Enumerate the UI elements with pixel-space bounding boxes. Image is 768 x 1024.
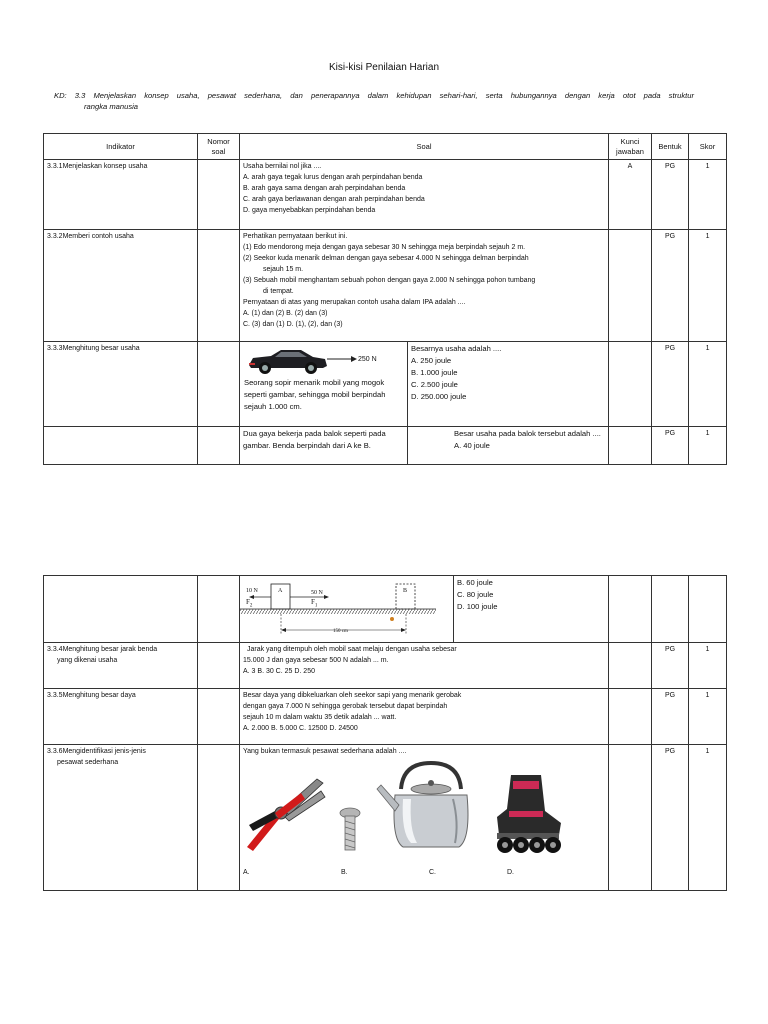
question-stem: Seorang sopir menarik mobil yang mogok seperti gambar, sehingga mobil berpindah sejauh 1.000 cm. [244,378,386,411]
soal-cell [240,689,609,745]
option-c: C. arah gaya berlawanan dengan arah perpindahan benda [243,196,425,203]
nomor-cell [198,745,240,891]
soal-cell [240,230,609,342]
indikator-line-1: 3.3.6Mengidentifikasi jenis-jenis [47,748,146,755]
block-force-diagram [240,576,453,642]
kettle-image [373,759,479,855]
bentuk-cell: PG [652,342,689,427]
bentuk-cell: PG [652,643,689,689]
option-b: B. arah gaya sama dengan arah perpindahan benda [243,185,406,192]
block-a-label: A [278,588,283,594]
block-b-label: B [403,588,408,594]
assessment-table-part-2 [43,575,727,891]
table-row [44,342,727,427]
indikator-cell [44,576,198,643]
skor-cell: 1 [689,689,727,745]
f1-subscript: 1 [314,603,318,609]
question-text: Besarnya usaha adalah .... [411,344,502,353]
table-row [44,745,727,891]
bentuk-cell: PG [652,427,689,465]
option-a: A. 40 joule [454,441,490,450]
f2-symbol: F [246,598,250,606]
statement-2: (2) Seekor kuda menarik delman dengan gaya sebesar 4.000 N sehingga delman berpindah [243,255,529,262]
soal-cell [240,745,609,891]
nomor-cell [198,160,240,230]
bentuk-cell: PG [652,230,689,342]
kunci-cell [609,230,652,342]
f1-label [311,597,317,611]
label-a: A. [243,869,250,876]
skor-cell: 1 [689,643,727,689]
option-b: B. 1.000 joule [411,368,458,377]
skor-cell: 1 [689,427,727,465]
header-indikator: Indikator [44,134,198,160]
f2-subscript: 2 [249,603,253,609]
header-row [44,134,727,160]
kunci-cell [609,576,652,643]
f1-value: 50 N [311,590,323,596]
car-image [245,345,329,375]
soal-cell [240,643,609,689]
statement-3: (3) Sebuah mobil menghantam sebuah pohon dengan gaya 2.000 N sehingga pohon tumbang [243,277,536,284]
header-skor: Skor [689,134,727,160]
question-line-2: dengan gaya 7.000 N sehingga gerobak tersebut dapat berpindah [243,703,448,710]
kunci-cell [609,745,652,891]
option-d: D. 100 joule [457,602,498,611]
skor-cell: 1 [689,230,727,342]
option-c: C. 80 joule [457,590,494,599]
force-label: 250 N [358,356,377,363]
roller-skate-image [489,771,567,855]
indikator-cell: 3.3.2Memberi contoh usaha [44,230,198,342]
header-bentuk: Bentuk [652,134,689,160]
soal-picture-cell [240,576,454,643]
question-line-1: Besar daya yang dibkeluarkan oleh seekor sapi yang menarik gerobak [243,692,462,699]
indikator-cell [44,427,198,465]
f2-value: 10 N [246,588,258,594]
nomor-cell [198,643,240,689]
header-soal: Soal [240,134,609,160]
question-text: Yang bukan termasuk pesawat sederhana adalah .... [243,748,407,755]
kunci-cell [609,427,652,465]
bentuk-cell: PG [652,745,689,891]
pliers-image [243,773,329,853]
car-figure [243,343,404,425]
kunci-cell [609,643,652,689]
nomor-cell [198,230,240,342]
soal-options-cell [408,342,609,427]
document-title: Kisi-kisi Penilaian Harian [328,62,440,73]
label-b: B. [341,869,348,876]
indikator-cell: 3.3.3Menghitung besar usaha [44,342,198,427]
options-line: A. 2.000 B. 5.000 C. 12500 D. 24500 [243,725,358,732]
table-row [44,427,727,465]
force-arrow [327,355,357,363]
nomor-cell [198,427,240,465]
options-line-2: C. (3) dan (1) D. (1), (2), dan (3) [243,321,343,328]
label-d: D. [507,869,514,876]
bentuk-cell: PG [652,689,689,745]
nomor-cell [198,689,240,745]
indikator-cell: 3.3.5Menghitung besar daya [44,689,198,745]
options-line-1: A. (1) dan (2) B. (2) dan (3) [243,310,328,317]
table-row [44,230,727,342]
label-c: C. [429,869,436,876]
skor-cell: 1 [689,342,727,427]
header-nomor-soal: Nomor soal [198,134,240,160]
kunci-cell: A [609,160,652,230]
nomor-cell [198,342,240,427]
indikator-cell [44,643,198,689]
question-line-1: Jarak yang ditempuh oleh mobil saat melaju dengan usaha sebesar [247,646,457,653]
nomor-cell [198,576,240,643]
statement-3-cont: di tempat. [263,288,294,295]
kd-statement [54,90,694,112]
question-text: Besar usaha pada balok tersebut adalah .... [454,429,601,438]
screw-image [339,807,361,853]
option-a: A. arah gaya tegak lurus dengan arah perpindahan benda [243,174,423,181]
question-text: Pernyataan di atas yang merupakan contoh usaha dalam IPA adalah .... [243,299,466,306]
question-text: Usaha bernilai nol jika .... [243,163,322,170]
distance-label: 150 cm [333,629,348,634]
f2-label [246,597,252,611]
statement-2-cont: sejauh 15 m. [263,266,304,273]
kunci-cell [609,342,652,427]
indikator-cell: 3.3.1Menjelaskan konsep usaha [44,160,198,230]
table-row [44,643,727,689]
kd-line-1: KD: 3.3 Menjelaskan konsep usaha, pesawat sederhana, dan penerapannya dalam kehidupan sehari-hari, serta hubungannya dengan kerja otot pada struktur [54,91,694,100]
skor-cell [689,576,727,643]
indikator-line-2: pesawat sederhana [57,759,119,766]
options-line: A. 3 B. 30 C. 25 D. 250 [243,668,315,675]
statement-1: (1) Edo mendorong meja dengan gaya sebesar 30 N sehingga meja berpindah sejauh 2 m. [243,244,526,251]
skor-cell: 1 [689,745,727,891]
table-row [44,689,727,745]
f1-symbol: F [311,598,315,606]
option-d: D. gaya menyebabkan perpindahan benda [243,207,376,214]
bentuk-cell: PG [652,160,689,230]
option-b: B. 60 joule [457,578,493,587]
option-c: C. 2.500 joule [411,380,458,389]
skor-cell: 1 [689,160,727,230]
question-line-2: 15.000 J dan gaya sebesar 500 N adalah ... m. [243,657,389,664]
bentuk-cell [652,576,689,643]
table-row [44,576,727,643]
question-stem: Dua gaya bekerja pada balok seperti pada gambar. Benda berpindah dari A ke B. [240,427,408,465]
kunci-cell [609,689,652,745]
header-kunci-jawaban: Kunci jawaban [609,134,652,160]
soal-cell [240,160,609,230]
soal-options-cell [454,576,609,643]
table-row [44,160,727,230]
indikator-line-1: 3.3.4Menghitung besar jarak benda [47,646,158,653]
assessment-table-part-1 [43,133,727,465]
soal-picture-cell [240,342,408,427]
soal-options-cell [408,427,609,465]
option-a: A. 250 joule [411,356,452,365]
kd-line-2: rangka manusia [84,102,139,111]
indikator-cell [44,745,198,891]
question-line-3: sejauh 10 m dalam waktu 35 detik adalah ... watt. [243,714,397,721]
indikator-line-2: yang dikenai usaha [57,657,118,664]
option-d: D. 250.000 joule [411,392,467,401]
tool-pictures [243,757,605,885]
intro-text: Perhatikan pernyataan berikut ini. [243,233,348,240]
